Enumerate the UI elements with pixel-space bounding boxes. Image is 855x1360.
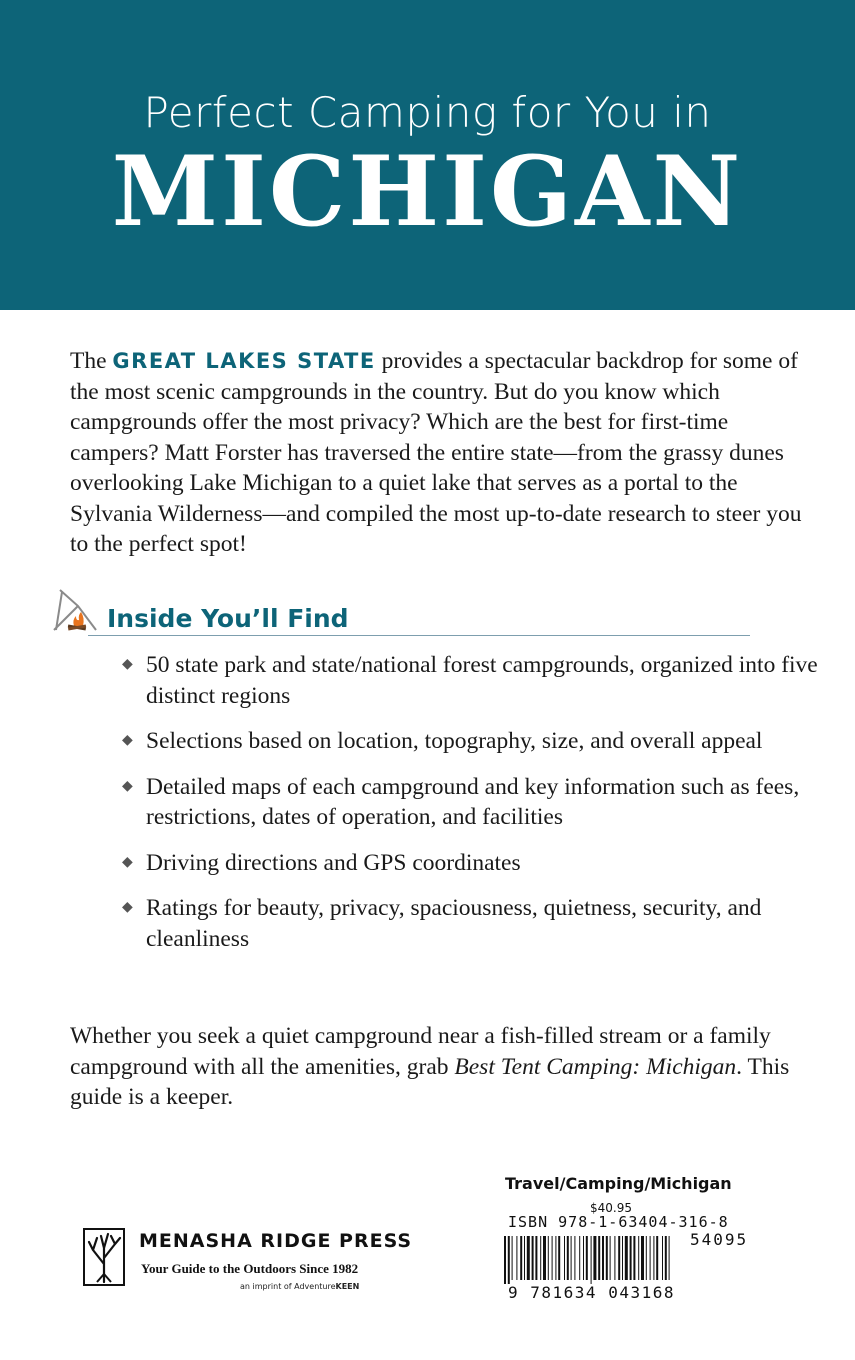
imprint-brand: Adventure <box>294 1282 336 1291</box>
list-item-text: Selections based on location, topography, size, and overall appeal <box>146 728 763 754</box>
list-item-text: 50 state park and state/national forest campgrounds, organized into five distinct regions <box>146 652 818 709</box>
list-item <box>120 772 820 833</box>
closing-paragraph <box>70 1021 810 1113</box>
publisher-name: MENASHA RIDGE PRESS <box>139 1230 413 1252</box>
barcode-digits: 9 781634 043168 <box>508 1283 675 1302</box>
list-item <box>120 726 820 757</box>
bullet-icon: ◆ <box>122 733 133 748</box>
header-subtitle: Perfect Camping for You in <box>143 88 712 137</box>
tree-logo-icon <box>83 1228 125 1286</box>
campfire-tent-icon <box>52 588 104 634</box>
section-divider <box>88 635 750 636</box>
isbn-label: ISBN 978-1-63404-316-8 <box>508 1213 729 1231</box>
publisher-imprint <box>240 1282 359 1291</box>
list-item-text: Detailed maps of each campground and key information such as fees, restrictions, dates of operation, and facilities <box>146 773 800 830</box>
bullet-icon: ◆ <box>122 900 133 915</box>
intro-lead: The <box>70 348 113 374</box>
closing-book-title: Best Tent Camping: Michigan <box>454 1053 737 1080</box>
bullet-icon: ◆ <box>122 778 133 794</box>
list-item <box>120 848 820 879</box>
imprint-brand-bold: KEEN <box>335 1282 360 1291</box>
header-state-title: MICHIGAN <box>111 135 744 248</box>
list-item <box>120 893 820 954</box>
list-item <box>120 650 820 711</box>
isbn-barcode <box>500 1236 670 1284</box>
imprint-prefix: an imprint of <box>240 1282 295 1291</box>
features-list <box>120 650 820 969</box>
closing-post: . This guide is a keeper. <box>70 1053 790 1110</box>
price-label: $40.95 <box>590 1201 632 1215</box>
price-code: 54095 <box>690 1230 749 1249</box>
bullet-icon: ◆ <box>122 657 133 672</box>
list-item-text: Driving directions and GPS coordinates <box>146 849 521 876</box>
intro-body: provides a spectacular backdrop for some of the most scenic campgrounds in the country. But do you know which campgrounds offer the most privacy? Which are the best for first-time campers? Matt Forster has traversed the entire state—from the grassy dunes overlooking Lake Michigan to a quiet lake that serves as a portal to the Sylvania Wilderness—and compiled the most up-to-date research to steer you to the perfect spot! <box>70 348 802 557</box>
publisher-tagline: Your Guide to the Outdoors Since 1982 <box>141 1261 359 1276</box>
list-item-text: Ratings for beauty, privacy, spaciousness, quietness, security, and cleanliness <box>146 895 762 952</box>
section-title: Inside You’ll Find <box>107 604 349 633</box>
header-banner <box>0 0 855 310</box>
closing-pre: Whether you seek a quiet campground near a fish-filled stream or a family campground with all the amenities, grab <box>70 1023 771 1080</box>
bullet-icon: ◆ <box>122 854 133 870</box>
intro-paragraph <box>70 346 810 560</box>
intro-highlight: GREAT LAKES STATE <box>112 349 376 373</box>
bisac-category: Travel/Camping/Michigan <box>505 1174 732 1193</box>
